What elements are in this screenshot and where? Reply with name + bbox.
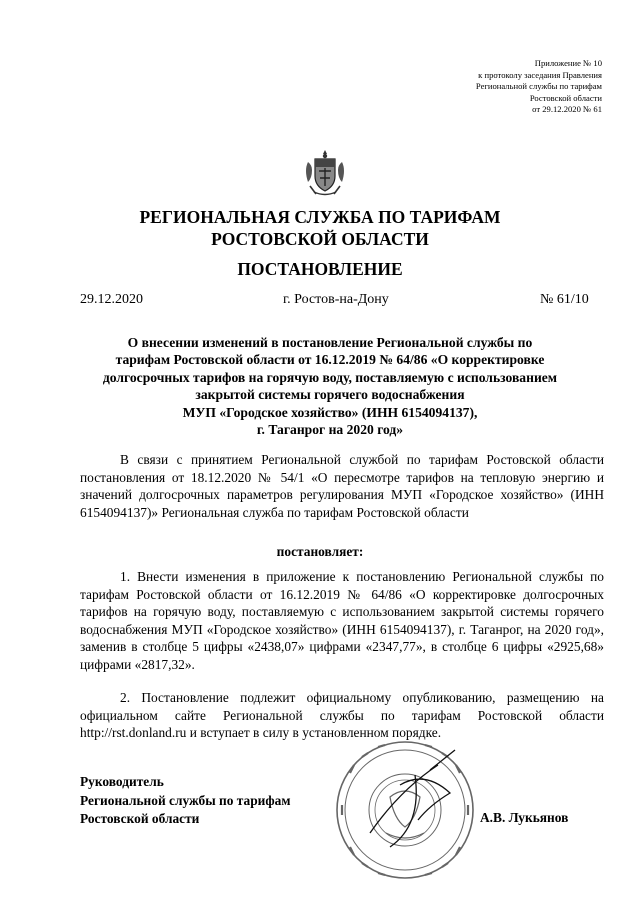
- document-place: г. Ростов-на-Дону: [283, 292, 389, 307]
- document-date: 29.12.2020: [80, 292, 143, 307]
- signatory-title-line: Ростовской области: [80, 811, 200, 826]
- document-subject: [80, 334, 580, 438]
- item-1-paragraph: 1. Внести изменения в приложение к постановлению Региональной службы по тарифам Ростовской области от 16.12.2019 № 64/86 «О корректировке долгосрочных тарифов на горячую воду, поставляемую с использованием закрытой системы горячего водоснабжения МУП «Городское хозяйство» (ИНН 6154094137), г. Таганрог, на 2020 год», заменив в столбце 5 цифры «2438,07» цифрами «2347,77», в столбце 6 цифры «2925,68» цифрами «2817,32».: [80, 569, 604, 672]
- subject-line: долгосрочных тарифов на горячую воду, поставляемую с использованием: [102, 369, 558, 385]
- agency-title: [0, 206, 640, 250]
- document-number: № 61/10: [540, 292, 589, 307]
- signatory-title-line: Руководитель: [80, 774, 164, 789]
- subject-line: г. Таганрог на 2020 год»: [256, 422, 404, 438]
- item-2-paragraph: 2. Постановление подлежит официальному опубликованию, размещению на официальном сайте Региональной службы по тарифам Ростовской области http://rst.donland.ru и вступает в силу в установленном порядке.: [80, 690, 604, 741]
- official-seal-icon: [330, 735, 480, 885]
- annex-note: [380, 58, 602, 116]
- agency-title-line: РОСТОВСКОЙ ОБЛАСТИ: [211, 229, 429, 249]
- annex-line: Региональной службы по тарифам: [475, 81, 602, 92]
- signatory-title: [80, 773, 290, 829]
- annex-line: Приложение № 10: [534, 58, 602, 68]
- annex-line: к протоколу заседания Правления: [478, 69, 602, 80]
- coat-of-arms-icon: [300, 148, 350, 198]
- subject-line: тарифам Ростовской области от 16.12.2019 № 64/86 «О корректировке: [115, 352, 545, 368]
- agency-title-line: РЕГИОНАЛЬНАЯ СЛУЖБА ПО ТАРИФАМ: [139, 207, 501, 227]
- annex-line: Ростовской области: [529, 92, 602, 103]
- subject-line: О внесении изменений в постановление Региональной службы по: [127, 335, 533, 350]
- signatory-name: А.В. Лукьянов: [480, 810, 569, 825]
- subject-line: МУП «Городское хозяйство» (ИНН 6154094137),: [182, 404, 478, 420]
- subject-line: закрытой системы горячего водоснабжения: [195, 387, 465, 403]
- preamble-paragraph: В связи с принятием Региональной службой по тарифам Ростовской области постановления от 18.12.2020 № 54/1 «О пересмотре тарифов на тепловую энергию и значений долгосрочных параметров регулирования МУП «Городское хозяйство» (ИНН 6154094137)» Региональная служба по тарифам Ростовской области: [80, 452, 604, 520]
- document-type: ПОСТАНОВЛЕНИЕ: [237, 259, 403, 279]
- decree-word: постановляет:: [276, 544, 364, 559]
- annex-line: от 29.12.2020 № 61: [532, 104, 602, 115]
- signatory-title-line: Региональной службы по тарифам: [80, 792, 291, 808]
